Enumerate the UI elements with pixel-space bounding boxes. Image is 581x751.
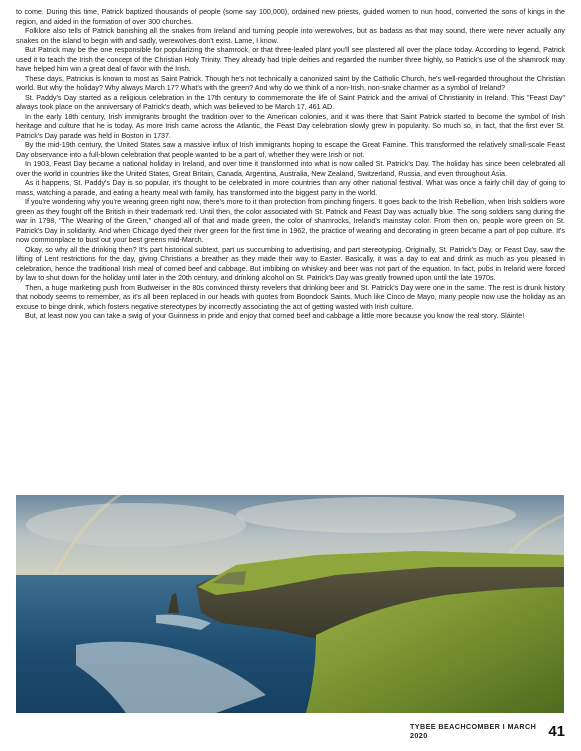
cloud bbox=[236, 497, 516, 533]
cloud bbox=[26, 503, 246, 547]
cliffs-photo bbox=[16, 495, 564, 713]
article-paragraph: St. Paddy's Day started as a religious celebration in the 17th century to commemorate the life of Saint Patrick and the arrival of Christianity in Ireland. This "Feast Day" always took place on the anniversary of Patrick's death, which was believed to be March 17, 461 AD. bbox=[16, 93, 565, 111]
article-paragraph: Okay, so why all the drinking then? It's part historical subtext, part us succumbing to advertising, and part stereotyping. Originally, St. Patrick's Day, or Feast Day, saw the lifting of Lent restrictions for the day, giving Christians a breather as they made their way to Easter. Basically, it was a day to eat and drink as much as you pleased in celebration, hence the traditional Irish meal of corned beef and cabbage. But imbibing on whiskey and beer was not part of the equation. In fact, pubs in Ireland were forced by law to shut down for the holiday until later in the 20th century, and drinking alcohol on St. Patrick's Day was greatly frowned upon until the late 1970s. bbox=[16, 245, 565, 282]
article-paragraph: By the mid-19th century, the United States saw a massive influx of Irish immigrants hoping to escape the Great Famine. This transformed the relatively small-scale Feast Day observance into a full-blown celebration that people wanted to be a part of, whether they were Irish or not. bbox=[16, 141, 565, 159]
article-paragraph: In 1903, Feast Day became a national holiday in Ireland, and over time it transformed into what is now called St. Patrick's Day. The holiday has since been celebrated all over the world in countries like the United States, Great Britain, Canada, Argentina, Australia, New Zealand, Switzerland, Russia, and even throughout Asia. bbox=[16, 160, 565, 178]
article-body bbox=[16, 8, 565, 322]
article-paragraph: Folklore also tells of Patrick banishing all the snakes from Ireland and turning people into werewolves, but as badass as that may sound, there were never actually any snakes on the island to begin with and sadly, werewolves don't exist. Lame, I know. bbox=[16, 27, 565, 45]
article-paragraph: But, at least now you can take a swig of your Guinness in pride and enjoy that corned beef and cabbage a little more because you know the real story. Sláinte! bbox=[25, 312, 525, 320]
publication-label: TYBEE BEACHCOMBER I MARCH 2020 bbox=[410, 722, 537, 740]
article-paragraph: Then, a huge marketing push from Budweiser in the 80s convinced thirsty revelers that drinking beer and St. Patrick's Day were one in the same. The rest is drunk history that nobody seems to remember, as it's all been replaced in our heads with quotes from Boondock Saints. Much like Cinco de Mayo, many people now use the holiday as an excuse to binge drink, which fosters negative stereotypes by incorrectly associating the act of getting wasted with Irish culture. bbox=[16, 283, 565, 311]
article-paragraph: In the early 18th century, Irish immigrants brought the tradition over to the American colonies, and it was there that Saint Patrick started to become the symbol of Irish heritage and culture that he is today. As more Irish came across the Atlantic, the Feast Day celebration slowly grew in popularity. So much so, in fact, that the first ever St. Patrick's Day parade was held in Boston in 1737. bbox=[16, 112, 565, 140]
article-paragraph: If you're wondering why you're wearing green right now, there's more to it than protection from pinching fingers. It goes back to the Irish Rebellion, when Irish soldiers wore green as they fought off the British in their trademark red. Until then, the color associated with St. Patrick and Feast Day was actually blue. The song soldiers sang during the war in 1798, "The Wearing of the Green," changed all of that and made green, the color of shamrocks, Ireland's mainstay color. From then on, people wore green on St. Patrick's Day in solidarity. And when Chicago dyed their river green for the first time in 1962, the practice of wearing and decorating in green became a part of pop culture. It's now commonplace to bust out your best greens mid-March. bbox=[16, 198, 565, 244]
page-footer bbox=[410, 721, 565, 741]
article-paragraph: to come. During this time, Patrick baptized thousands of people (some say 100,000), ordained new priests, guided women to nun hood, converted the sons of kings in the region, and aided in the formation of over 300 churches. bbox=[16, 8, 565, 26]
article-paragraph: But Patrick may be the one responsible for popularizing the shamrock, or that three-leafed plant you'll see plastered all over the place today. According to legend, Patrick used it to teach the Irish the concept of the Christian Holy Trinity. They already had triple deities and regarded the number three highly, so Patrick's use of the shamrock may have helped him win a great deal of favor with the Irish. bbox=[16, 46, 565, 73]
article-paragraph: These days, Patricius is known to most as Saint Patrick. Though he's not technically a canonized saint by the Catholic Church, he's well-regarded throughout the Christian world. But why the holiday? Why always March 17? What's with the green? And why do we think of a non-Irish, non-snake charmer as a symbol of Ireland? bbox=[16, 74, 565, 92]
article-paragraph: As it happens, St. Paddy's Day is so popular, it's thought to be celebrated in more countries than any other national festival. What was once a fairly chill day of going to mass, watching a parade, and eating a hearty meal with family, has transformed into the biggest party in the world. bbox=[16, 179, 565, 197]
page-number: 41 bbox=[548, 722, 565, 740]
